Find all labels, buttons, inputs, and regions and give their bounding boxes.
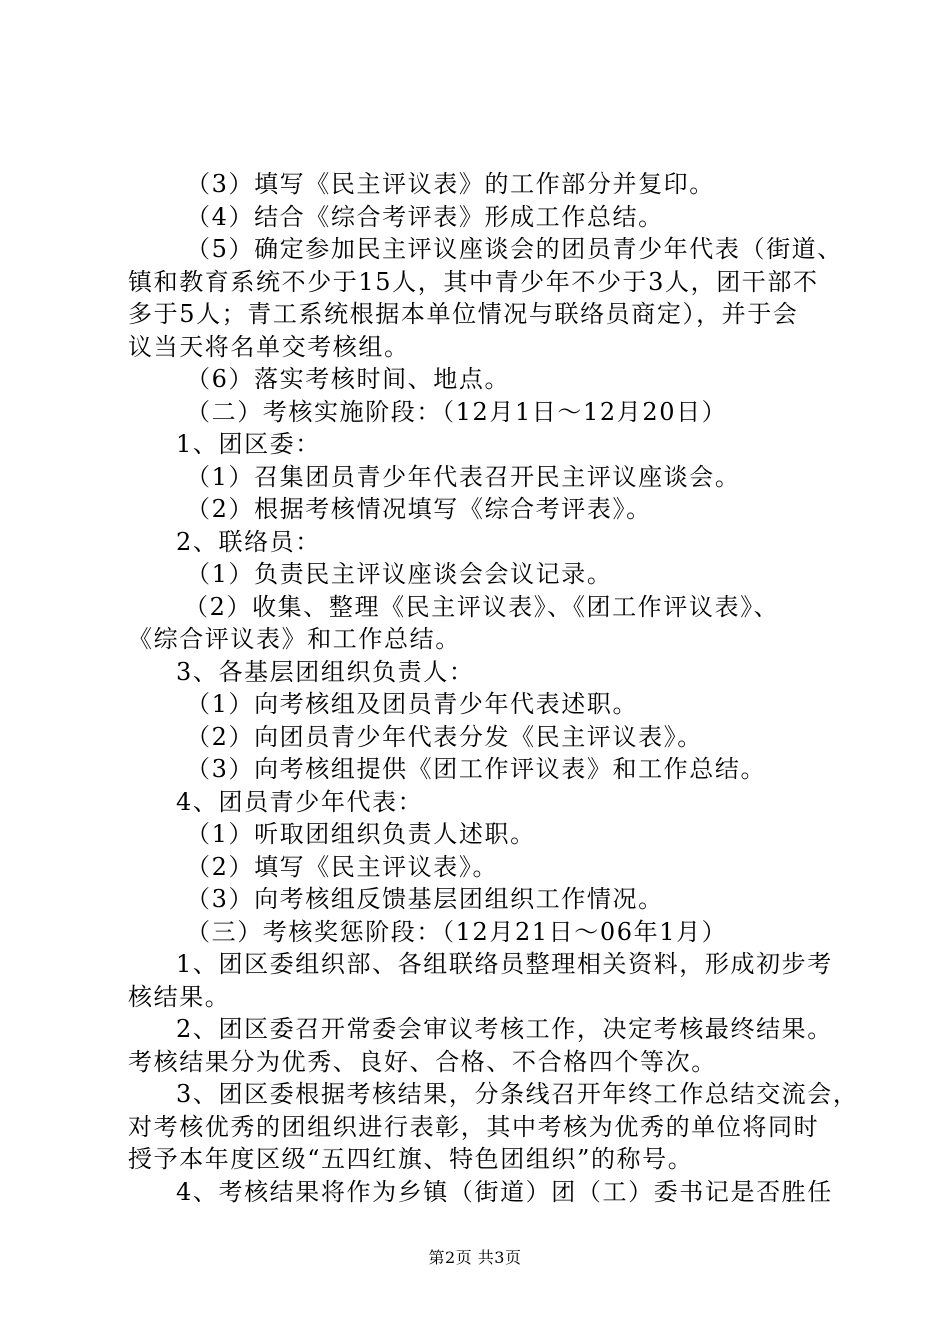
text-line: （三）考核奖惩阶段：（12月21日～06年1月） (186, 917, 728, 946)
text-line: （3）填写《民主评议表》的工作部分并复印。 (186, 170, 715, 198)
text-line: （3）向考核组反馈基层团组织工作情况。 (186, 885, 664, 913)
text-line: 议当天将名单交考核组。 (128, 332, 410, 361)
text-line: 多于5人；青工系统根据本单位情况与联络员商定），并于会 (128, 300, 799, 328)
text-line: （2）收集、整理《民主评议表》、《团工作评议表》、 (184, 592, 780, 621)
text-line: （1）召集团员青少年代表召开民主评议座谈会。 (186, 462, 741, 491)
text-line: （5）确定参加民主评议座谈会的团员青少年代表（街道、 (186, 235, 843, 263)
text-line: 2、联络员： (176, 527, 321, 556)
text-line: 1、团区委： (176, 430, 321, 458)
text-line: 《综合评议表》和工作总结。 (128, 625, 461, 653)
text-line: 核结果。 (128, 982, 231, 1011)
text-line: （2）根据考核情况填写《综合考评表》。 (186, 495, 652, 523)
text-line: （二）考核实施阶段：（12月1日～12月20日） (186, 397, 728, 426)
text-line: （1）听取团组织负责人述职。 (186, 820, 536, 848)
text-line: （1）向考核组及团员青少年代表述职。 (186, 690, 639, 718)
text-line: （3）向考核组提供《团工作评议表》和工作总结。 (186, 755, 767, 783)
text-line: 1、团区委组织部、各组联络员整理相关资料，形成初步考 (176, 950, 833, 978)
text-line: （6）落实考核时间、地点。 (186, 365, 511, 393)
text-line: 对考核优秀的团组织进行表彰，其中考核为优秀的单位将同时 (128, 1112, 820, 1141)
text-line: 镇和教育系统不少于15人，其中青少年不少于3人，团干部不 (128, 267, 819, 296)
text-line: 3、各基层团组织负责人： (176, 657, 475, 686)
text-line: 4、团员青少年代表： (176, 787, 424, 816)
text-line: 3、团区委根据考核结果，分条线召开年终工作总结交流会， (176, 1080, 859, 1108)
text-line: 2、团区委召开常委会审议考核工作，决定考核最终结果。 (176, 1015, 833, 1043)
text-line: （1）负责民主评议座谈会会议记录。 (186, 560, 613, 588)
page-footer: 第2页 共3页 (428, 1248, 522, 1267)
text-line: 4、考核结果将作为乡镇（街道）团（工）委书记是否胜任 (176, 1177, 833, 1206)
text-line: （2）填写《民主评议表》。 (186, 852, 499, 881)
text-line: （4）结合《综合考评表》形成工作总结。 (186, 202, 664, 231)
document-body (128, 168, 859, 1208)
text-line: 授予本年度区级“五四红旗、特色团组织”的称号。 (128, 1145, 694, 1173)
text-line: 考核结果分为优秀、良好、合格、不合格四个等次。 (128, 1047, 717, 1076)
text-line: （2）向团员青少年代表分发《民主评议表》。 (186, 722, 703, 751)
